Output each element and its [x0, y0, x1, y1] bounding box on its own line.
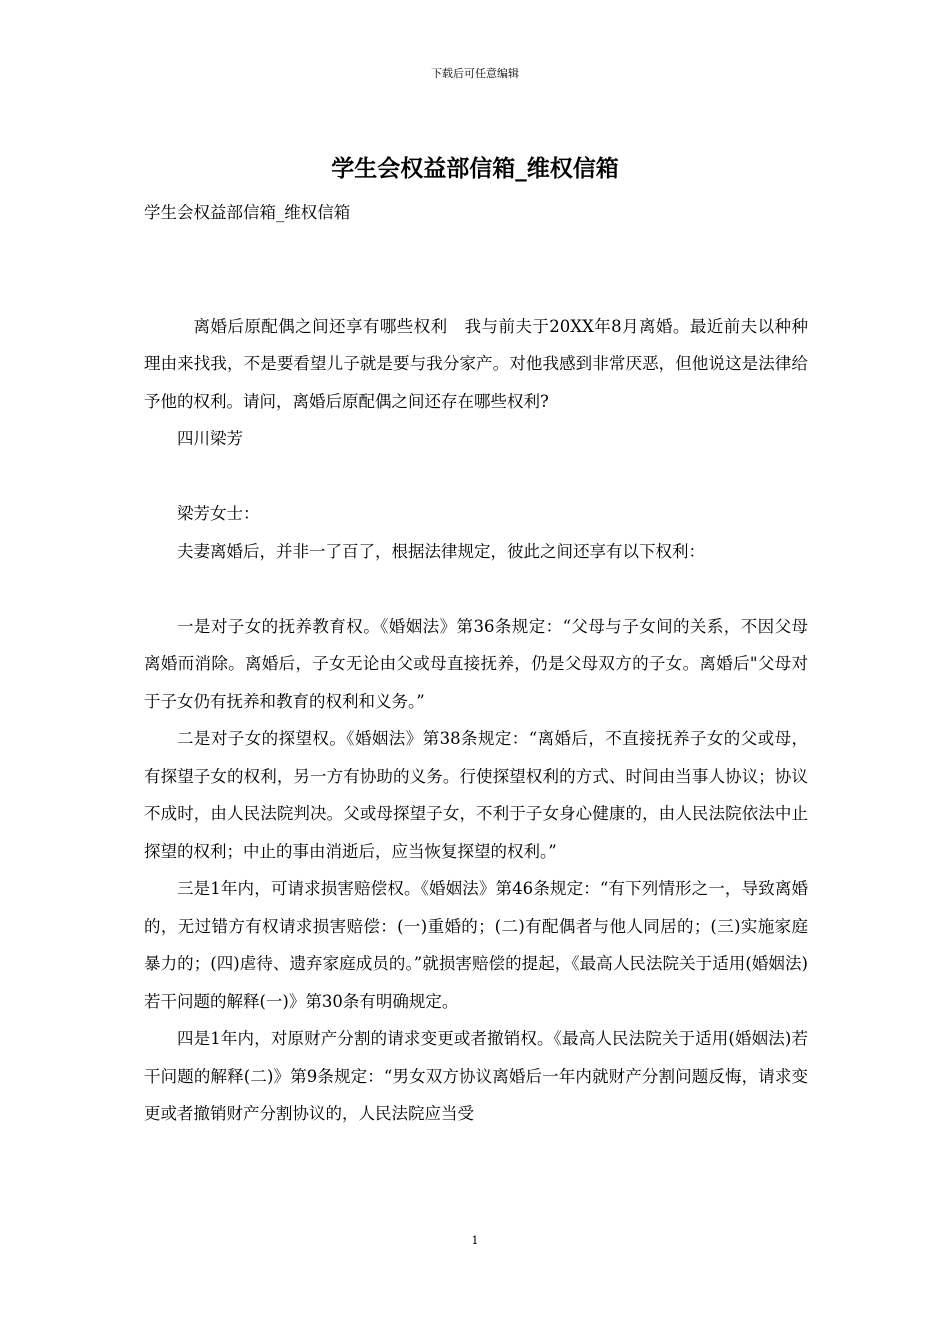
signature-line: 四川梁芳 — [177, 429, 243, 448]
right-two-paragraph: 二是对子女的探望权。《婚姻法》第38条规定：“离婚后，不直接抚养子女的父或母，有探望子女的权利，另一方有协助的义务。行使探望权利的方式、时间由当事人协议；协议不成时，由人民法院判决。父或母探望子女，不利于子女身心健康的，由人民法院依法中止探望的权利；中止的事由消逝后，应当恢复探望的权利。” — [144, 729, 808, 861]
right-one-paragraph: 一是对子女的抚养教育权。《婚姻法》第36条规定：“父母与子女间的关系，不因父母离婚而消除。离婚后，子女无论由父或母直接抚养，仍是父母双方的子女。离婚后"父母对于子女仍有抚养和教育的权利和义务。” — [144, 616, 808, 711]
spacer — [144, 570, 808, 608]
question-paragraph: 离婚后原配偶之间还享有哪些权利 我与前夫于20XX年8月离婚。最近前夫以种种理由来找我，不是要看望儿子就是要与我分家产。对他我感到非常厌恶，但他说这是法律给予他的权利。请问，离婚后原配偶之间还存在哪些权利? — [144, 316, 808, 411]
answer-intro-paragraph: 夫妻离婚后，并非一了百了，根据法律规定，彼此之间还享有以下权利： — [177, 541, 705, 561]
spacer — [144, 270, 808, 308]
page-header: 下载后可任意编辑 — [431, 67, 519, 80]
document-body — [144, 270, 808, 1133]
right-three-paragraph: 三是1年内，可请求损害赔偿权。《婚姻法》第46条规定：“有下列情形之一，导致离婚的，无过错方有权请求损害赔偿：(一)重婚的；(二)有配偶者与他人同居的；(三)实施家庭暴力的；(四)虐待、遗弃家庭成员的。”就损害赔偿的提起，《最高人民法院关于适用(婚姻法)若干问题的解释(一)》第30条有明确规定。 — [144, 879, 808, 1011]
document-title: 学生会权益部信箱_维权信箱 — [331, 155, 619, 182]
salutation-line: 梁芳女士： — [177, 504, 260, 523]
spacer — [144, 458, 808, 496]
document-subtitle: 学生会权益部信箱_维权信箱 — [144, 203, 351, 222]
page-number: 1 — [471, 1234, 479, 1247]
right-four-paragraph: 四是1年内，对原财产分割的请求变更或者撤销权。《最高人民法院关于适用(婚姻法)若干问题的解释(二)》第9条规定：“男女双方协议离婚后一年内就财产分割问题反悔，请求变更或者撤销财产分割协议的，人民法院应当受 — [144, 1029, 808, 1123]
